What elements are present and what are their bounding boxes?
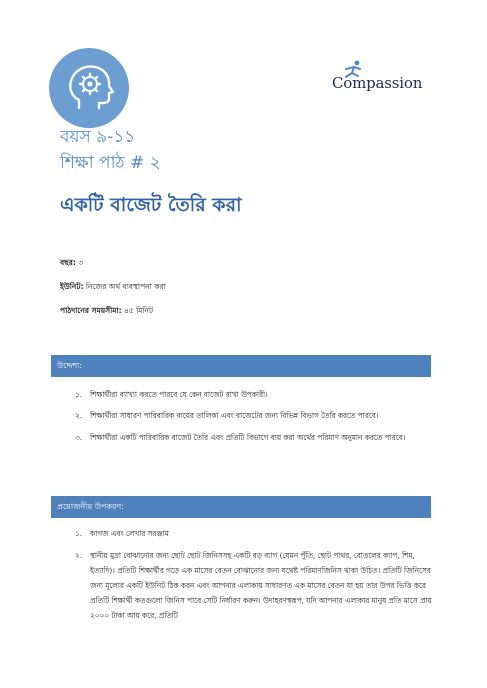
material-text: স্থানীয় মুদ্রা বোঝানোর জন্য ছোট ছোট জিনিসসহ একটি বড় ব্যাগ (যেমন পুঁতি, ছোট পাথর, বোতলের ক্যাপ, শিম, ইত্যাদি)। প্রতিটি শিক্ষার্থীর গড়ে এক মাসের বেতন বোঝানোর জন্য যথেষ্ট পরিমাণজিনিস থাকা উচিত। প্রতিটি জিনিসের জন্য মূল্যের একটি ইউনিট ঠিক করন এবং আপনার এলাকায় সাধারণত এক মাসের বেতন যা হয় তার উপর ভিত্তি করে প্রতিটি শিক্ষার্থী কতগুলো জিনিস পাবে সেটি নির্ধারণ করুন। উদাহরণস্বরূপ, যদি আপনার এলাকার মানুষ প্রতি মাসে প্রায় ২০০০ টাকা আয় করে, প্রতিটি <box>90 551 432 620</box>
material-number: ২. <box>75 551 83 560</box>
head-gear-icon <box>49 48 129 128</box>
lesson-number: শিক্ষা পাঠ # ২ <box>60 153 161 173</box>
material-text: কাগজ এবং লেখার সরঞ্জাম <box>90 529 169 538</box>
age-range: বয়স ৯-১১ <box>60 127 136 147</box>
meta-duration <box>60 306 153 318</box>
meta-year-value: ৩ <box>78 258 84 267</box>
page-title: একটি বাজেট তৈরি করা <box>60 194 242 216</box>
objectives-heading: উদ্দেশ্য: <box>51 355 431 377</box>
objective-number: ১. <box>75 390 83 399</box>
meta-unit-value: নিজের অর্থ ব্যবস্থাপনা করা <box>85 282 166 291</box>
meta-year-label: বছর: <box>60 258 76 267</box>
meta-unit <box>60 282 166 294</box>
objective-number: ৩. <box>75 433 83 442</box>
objective-text: শিক্ষার্থীরা একটি পারিবারিক বাজেট তৈরি এবং প্রতিটি বিভাগে ব্যয় করা অর্থের পরিমাণ অনুমান করতে পারবে। <box>90 433 406 442</box>
meta-duration-value: ৪৫ মিনিট <box>123 306 154 315</box>
lesson-icon-badge <box>49 48 129 128</box>
material-number: ১. <box>75 529 83 538</box>
compassion-logo <box>332 60 442 100</box>
objective-text: শিক্ষার্থীরা ব্যাখ্যা করতে পারবে যে কেন বাজেট রাখা উপকারী। <box>90 390 268 399</box>
meta-year <box>60 258 83 270</box>
materials-heading: প্রয়োজনীয় উপকরণ: <box>51 496 431 518</box>
meta-unit-label: ইউনিট: <box>60 282 84 291</box>
objective-text: শিক্ষার্থীরা সাধারণ পারিবারিক ব্যয়ের তালিকা এবং বাজেটের জন্য বিভিন্ন বিভাগ তৈরি করতে পারবে। <box>90 411 379 420</box>
brand-name: Compassion <box>332 74 423 92</box>
objective-number: ২. <box>75 411 83 420</box>
meta-duration-label: পাঠদানের সময়সীমা: <box>60 306 122 315</box>
